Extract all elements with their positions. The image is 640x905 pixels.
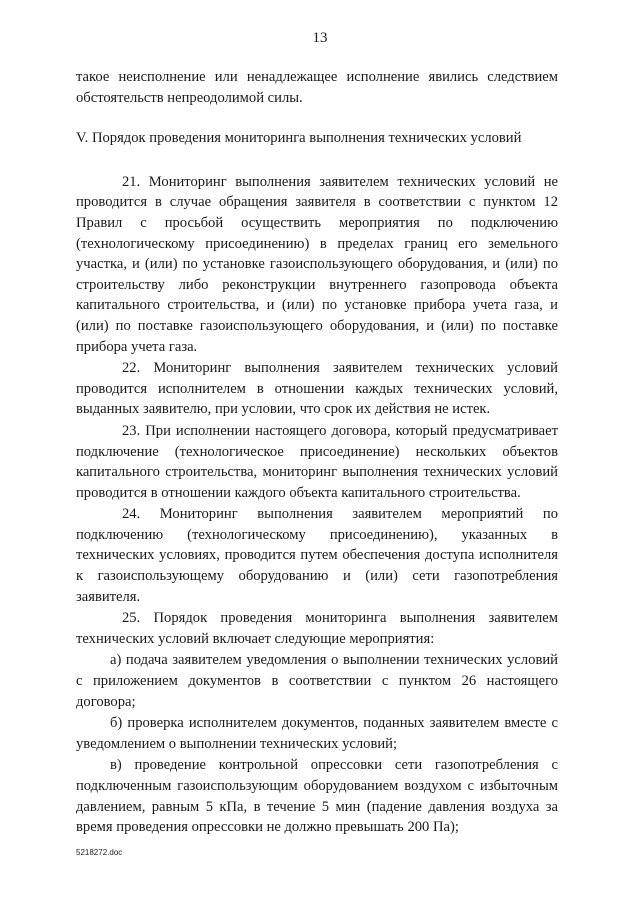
document-body: [76, 67, 558, 838]
continuation-paragraph: такое неисполнение или ненадлежащее исполнение явились следствием обстоятельств непреодолимой силы.: [76, 69, 558, 106]
paragraph-21: 21. Мониторинг выполнения заявителем технических условий не проводится в случае обращения заявителя в соответствии с пунктом 12 Правил с просьбой осуществить мероприятия по подключению (технологическому присоединению) в пределах границ его земельного участка, и (или) по установке газоиспользующего оборудования, и (или) по строительству либо реконструкции внутреннего газопровода объекта капитального строительства, и (или) по установке прибора учета газа, и (или) по поставке газоиспользующего оборудования, и (или) по поставке прибора учета газа.: [76, 173, 558, 355]
list-item-b: б) проверка исполнителем документов, поданных заявителем вместе с уведомлением о выполнении технических условий;: [76, 715, 558, 752]
paragraph-22: 22. Мониторинг выполнения заявителем технических условий проводится исполнителем в отношении каждых технических условий, выданных заявителю, при условии, что срок их действия не истек.: [76, 360, 558, 418]
list-item-a: а) подача заявителем уведомления о выполнении технических условий с приложением документов в соответствии с пунктом 26 настоящего договора;: [76, 652, 558, 710]
section-heading: V. Порядок проведения мониторинга выполнения технических условий: [76, 130, 522, 147]
page-number: 13: [312, 30, 328, 46]
paragraph-23: 23. При исполнении настоящего договора, который предусматривает подключение (технологическое присоединение) нескольких объектов капитального строительства, мониторинг выполнения технических условий проводится в отношении каждого объекта капитального строительства.: [76, 422, 558, 501]
footer-file-code: 5218272.doc: [76, 848, 123, 857]
paragraph-24: 24. Мониторинг выполнения заявителем мероприятий по подключению (технологическому присоединению), указанных в технических условиях, проводится путем обеспечения доступа исполнителя к газоиспользующему оборудованию и (или) сети газопотребления заявителя.: [76, 506, 558, 605]
paragraph-25: 25. Порядок проведения мониторинга выполнения заявителем технических условий включает следующие мероприятия:: [76, 610, 558, 647]
list-item-v: в) проведение контрольной опрессовки сети газопотребления с подключенным газоиспользующим оборудованием воздухом с избыточным давлением, равным 5 кПа, в течение 5 мин (падение давления воздуха за время проведения опрессовки не должно превышать 200 Па);: [76, 757, 558, 836]
